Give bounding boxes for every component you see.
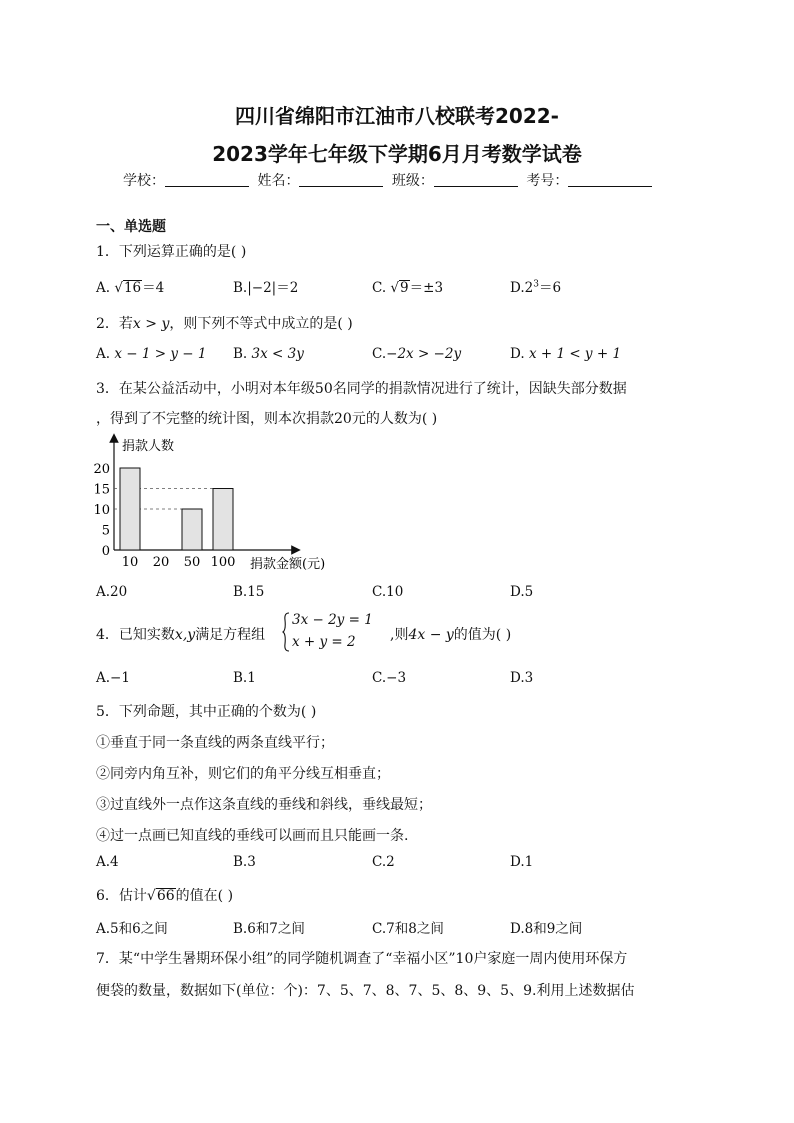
y-axis-title: 捐款人数 [122,439,175,454]
donation-bar-chart [90,432,360,578]
q1-c-label: C. [372,280,387,296]
q4-expression: 4x − y [408,627,454,643]
q4-option-b: B.1 [233,670,256,686]
q2-stem-math: x > y [132,316,170,332]
q2-option-a [96,346,206,362]
q2-c-math: −2x > −2y [386,346,462,362]
q3-option-b: B.15 [233,584,265,600]
class-label: 班级： [391,173,434,189]
q4-stem-mid: 满足方程组 [195,627,266,643]
q6-radicand: 66 [156,888,175,904]
y-tick-labels [93,462,110,559]
x-tick-label: 20 [152,555,170,570]
x-tick-label: 100 [210,555,236,570]
q1-a-label: A. [96,280,111,296]
q5-option-b: B.3 [233,854,256,870]
student-info-line [123,170,656,190]
q2-b-label: B. [233,346,248,362]
q5-statement-2: ②同旁内角互补，则它们的角平分线互相垂直； [96,766,390,782]
q1-option-b: B.|−2|＝2 [233,280,299,296]
q5-option-d: D.1 [510,854,534,870]
q6-option-b: B.6和7之间 [233,921,305,937]
q4-equation-2: x + y = 2 [292,634,356,650]
q4-option-d: D.3 [510,670,534,686]
q1-a-result: ＝4 [142,280,165,296]
page-title-line1: 四川省绵阳市江油市八校联考2022- [235,104,559,128]
q3-stem-line2: ，得到了不完整的统计图，则本次捐款20元的人数为( ) [96,411,438,427]
q6-stem: 6．估计√66的值在( ) [96,888,234,904]
q1-option-a: A. √16＝4 [96,280,165,296]
q2-stem-pre: 2．若 [96,316,133,332]
q5-statement-3: ③过直线外一点作这条直线的垂线和斜线，垂线最短； [96,797,432,813]
q2-c-label: C. [372,346,387,362]
x-axis-title: 捐款金额(元) [250,557,326,572]
q2-option-d [510,346,621,362]
bar-10 [120,468,140,550]
q5-stem: 5．下列命题，其中正确的个数为( ) [96,704,317,720]
q1-c-radicand: 9 [400,280,409,296]
q2-d-math: x + 1 < y + 1 [528,346,622,362]
q1-option-c: C. √9＝±3 [372,280,444,296]
name-label: 姓名： [257,173,300,189]
q4-stem-pre-text: 4．已知实数 [96,627,175,643]
q7-line-1: 7．某“中学生暑期环保小组”的同学随机调查了“幸福小区”10户家庭一周内使用环保方 [96,951,628,967]
y-tick-label: 15 [93,482,110,498]
q4-equation-1: 3x − 2y = 1 [292,612,373,628]
q1-d-base: D.2 [510,280,534,296]
name-blank [299,172,383,187]
q1-d-exponent: 3 [533,279,539,290]
q3-stem-line1: 3．在某公益活动中，小明对本年级50名同学的捐款情况进行了统计，因缺失部分数据 [96,381,627,397]
q1-option-d [510,276,561,296]
q5-statement-1: ①垂直于同一条直线的两条直线平行； [96,735,334,751]
q6-option-a: A.5和6之间 [96,921,168,937]
q2-stem [96,313,353,333]
q2-option-c [372,346,461,362]
school-label: 学校： [123,173,165,189]
number-blank [568,172,652,187]
y-tick-label: 20 [93,462,110,477]
q5-statement-4: ④过一点画已知直线的垂线可以画而且只能画一条. [96,828,409,844]
q4-brace-icon [282,612,290,652]
q1-c-result: ＝±3 [409,280,444,296]
y-tick-label: 10 [93,503,110,518]
y-tick-label: 0 [101,544,110,559]
school-blank [165,172,249,187]
q4-stem-then: ,则 [390,627,409,643]
q5-option-c: C.2 [372,854,395,870]
q4-option-c: C.−3 [372,670,407,686]
q2-a-label: A. [96,346,111,362]
q5-option-a: A.4 [96,854,119,870]
q2-a-math: x − 1 > y − 1 [114,346,207,362]
class-blank [434,172,518,187]
bar-100 [213,489,233,551]
q3-option-c: C.10 [372,584,404,600]
page-title-line2: 2023学年七年级下学期6月月考数学试卷 [212,142,582,166]
q1-stem: 1．下列运算正确的是( ) [96,244,247,260]
q7-line-2: 便袋的数量，数据如下(单位：个)：7、5、7、8、7、5、8、9、5、9.利用上述数据估 [96,983,635,999]
q2-option-b [233,346,304,362]
q3-option-d: D.5 [510,584,534,600]
q2-d-label: D. [510,346,525,362]
q2-b-math: 3x < 3y [251,346,304,362]
q4-vars: x,y [174,627,196,643]
q2-stem-post: ，则下列不等式中成立的是( ) [169,316,353,332]
bar-50 [182,509,202,550]
q6-stem-pre: 6．估计 [96,888,147,904]
q4-stem-pre [96,624,265,644]
q4-stem-tail: 的值为( ) [453,627,512,643]
q4-option-a: A.−1 [96,670,130,686]
q3-option-a: A.20 [96,584,128,600]
q1-a-radicand: 16 [123,280,142,296]
q1-d-result: ＝6 [538,280,562,296]
q6-stem-post: 的值在( ) [175,888,234,904]
x-tick-labels [122,555,236,570]
section-header-single-choice: 一、单选题 [96,219,166,235]
x-tick-label: 50 [183,555,201,570]
q6-option-d: D.8和9之间 [510,921,583,937]
q4-stem-post [390,624,511,644]
x-tick-label: 10 [121,555,139,570]
q6-option-c: C.7和8之间 [372,921,444,937]
number-label: 考号： [526,173,569,189]
y-tick-label: 5 [101,523,110,539]
